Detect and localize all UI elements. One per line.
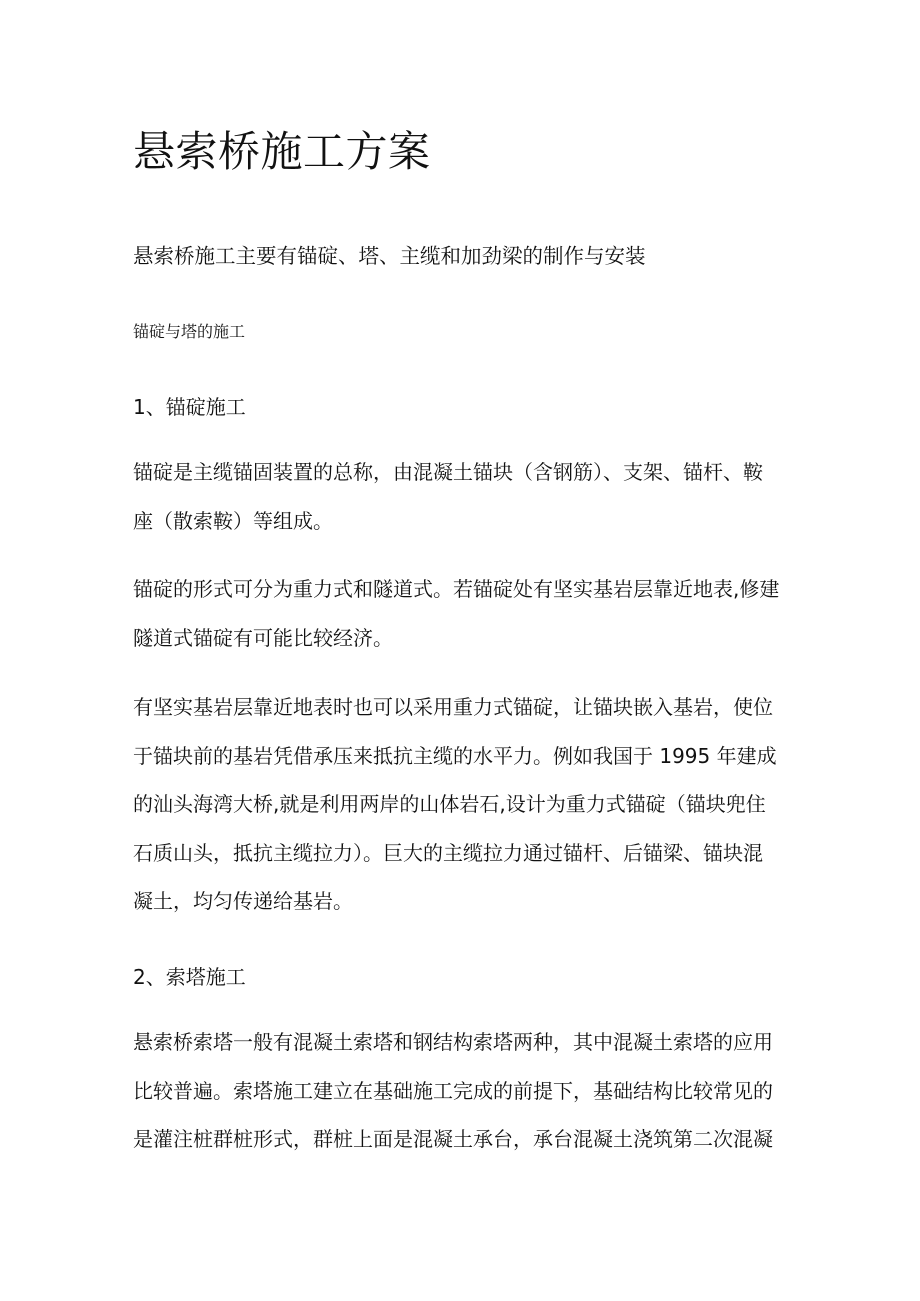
text-line: 的汕头海湾大桥,就是利用两岸的山体岩石,设计为重力式锚碇（锚块兜住 [133,792,766,816]
text-line: 石质山头，抵抗主缆拉力）。巨大的主缆拉力通过锚杆、后锚梁、锚块混 [133,840,763,865]
text-line: 隧道式锚碇有可能比较经济。 [133,625,393,650]
document-title: 悬索桥施工方案 [133,127,431,176]
section1-paragraph-1 [133,448,793,545]
document-subtitle: 悬索桥施工主要有锚碇、塔、主缆和加劲梁的制作与安装 [133,244,646,268]
text-line: 座（散索鞍）等组成。 [133,508,333,533]
section1-heading: 1、锚碇施工 [133,395,246,419]
text-line: 凝土，均匀传递给基岩。 [133,889,353,913]
text-line: 有坚实基岩层靠近地表时也可以采用重力式锚碇，让锚块嵌入基岩，使位 [133,695,773,719]
section1-paragraph-2 [133,565,793,662]
section-heading: 锚碇与塔的施工 [133,322,246,341]
text-line: 是灌注桩群桩形式，群桩上面是混凝土承台，承台混凝土浇筑第二次混凝 [133,1127,773,1151]
text-line: 悬索桥索塔一般有混凝土索塔和钢结构索塔两种，其中混凝土索塔的应用 [133,1030,773,1054]
text-line: 锚碇的形式可分为重力式和隧道式。若锚碇处有坚实基岩层靠近地表,修建 [133,577,780,601]
text-line: 于锚块前的基岩凭借承压来抵抗主缆的水平力。例如我国于 1995 年建成 [133,743,777,768]
text-line: 比较普遍。索塔施工建立在基础施工完成的前提下，基础结构比较常见的 [133,1078,773,1103]
section2-heading: 2、索塔施工 [133,965,246,989]
section2-paragraph-1 [133,1018,793,1164]
text-line: 锚碇是主缆锚固装置的总称，由混凝土锚块（含钢筋）、支架、锚杆、鞍 [133,460,763,484]
section1-paragraph-3 [133,683,793,926]
